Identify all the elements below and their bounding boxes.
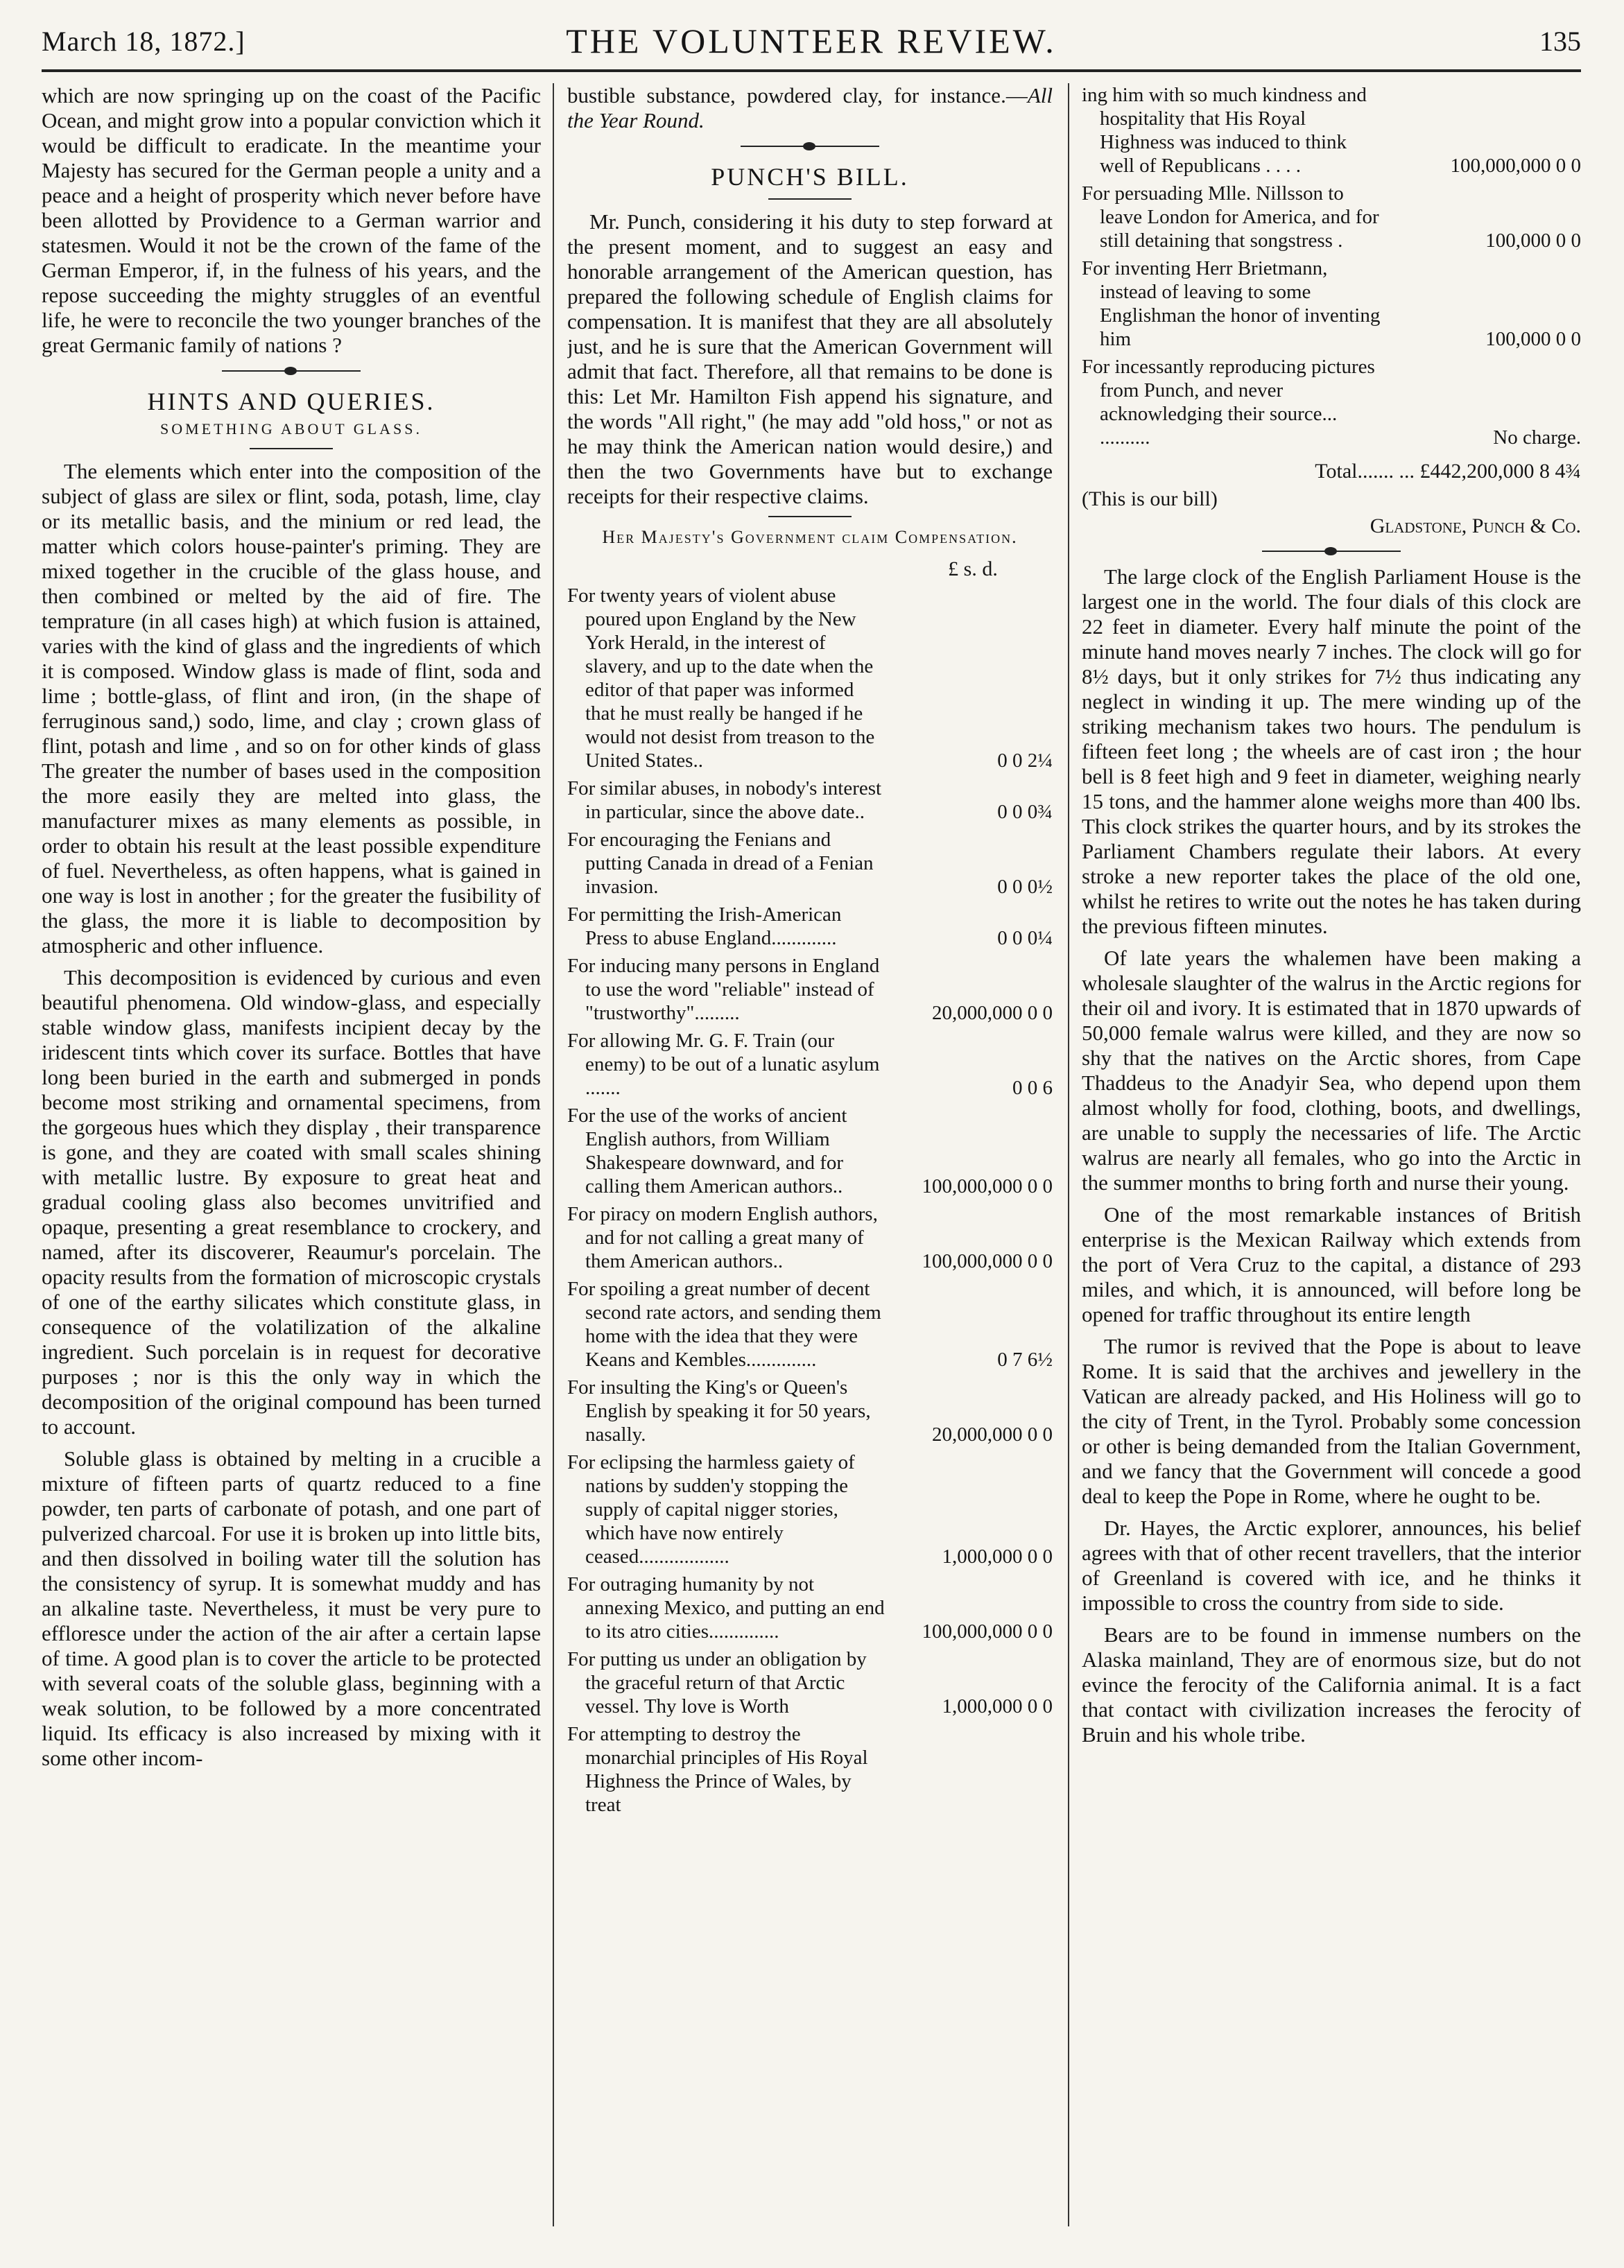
column-rule — [1068, 83, 1069, 2226]
paragraph: One of the most remarkable instances of British enterprise is the Mexican Railway which extends from the port of Vera Cruz to the capital, a distance of 293 miles, and which, it is announced, will before long be opened for traffic throughout its entire length — [1082, 1202, 1581, 1326]
paragraph: Bears are to be found in immense numbers on the Alaska mainland, They are of enormous size, but do not evince the ferocity of the California animal. It is a fact that contact with civilization increases the ferocity of Bruin and his whole tribe. — [1082, 1622, 1581, 1747]
article-continuation: bustible substance, powdered clay, for instance.—All the Year Round. — [567, 83, 1053, 132]
claim-amount: 0 0 2¼ — [997, 750, 1053, 772]
claim-description: For incessantly reproducing pictures from Punch, and never acknowledging their source... .......... — [1082, 356, 1375, 449]
paragraph: The rumor is revived that the Pope is about to leave Rome. It is said that the archives and jewellery in the Vatican are already packed, and His Holiness will go to the city of Trent, in the Tyrol. Probably some concession or other is being demanded from the Italian Government, and we fancy that the Government will concede a good deal to keep the Pope in Rome, where he ought to be. — [1082, 1334, 1581, 1508]
claim-description: For allowing Mr. G. F. Train (our enemy) to be out of a lunatic asylum ....... — [567, 1030, 880, 1099]
paragraph: Mr. Punch, considering it his duty to step forward at the present moment, and to suggest an easy and honorable arrangement of the American question, has prepared the following schedule of English claims for compensation. It is manifest that they are all absolutely just, and he is sure that the American Government will admit that fact. Therefore, all that remains to be done is this: Let Mr. Hamilton Fish append his signature, and the words "All right," (he may add "old hoss," or not as he may think the American nation would desire,) and then the two Governments have but to exchange receipts for their respective claims. — [567, 209, 1053, 508]
paragraph: Dr. Hayes, the Arctic explorer, announces, his belief agrees with that of other recent travellers, that the interior of Greenland is covered with ice, and he thinks it impossible to cross the country from side to side. — [1082, 1516, 1581, 1615]
claim-item — [567, 584, 1053, 772]
claim-item — [567, 1376, 1053, 1446]
claim-amount: 20,000,000 0 0 — [932, 1423, 1053, 1446]
column-3 — [1082, 83, 1581, 2240]
column-2 — [567, 83, 1053, 2240]
section-separator — [222, 370, 361, 372]
claim-amount: 20,000,000 0 0 — [932, 1002, 1053, 1024]
short-rule — [768, 198, 852, 200]
currency-header: £ s. d. — [948, 557, 998, 580]
claim-description: For persuading Mlle. Nillsson to leave London for America, and for still detaining that songstress . — [1082, 182, 1379, 252]
claim-item — [567, 954, 1053, 1025]
claim-amount: 100,000,000 0 0 — [922, 1620, 1053, 1643]
paragraph: The large clock of the English Parliament House is the largest one in the world. The four dials of this clock are 22 feet in diameter. Every half minute the point of the minute hand moves nearly 7 inches. The clock will go for 8½ days, but it only strikes for 7½ thus indicating any neglect in winding it up. The mere winding up of the striking mechanism takes two hours. The pendulum is fifteen feet long ; the wheels are of cast iron ; the hour bell is 8 feet high and 9 feet in diameter, weighing nearly 15 tons, and the hammer alone weighs more than 400 lbs. This clock strikes the quarter hours, and by its strokes the Parliament Chambers regulate their labors. At every stroke a new reporter takes the place of the old one, whilst he retires to write out the notes he has taken during the previous fifteen minutes. — [1082, 564, 1581, 938]
claim-description: For spoiling a great number of decent second rate actors, and sending them home with the idea that they were Keans and Kembles.............. — [567, 1278, 881, 1371]
claim-item — [1082, 182, 1581, 252]
article-continuation: which are now springing up on the coast of the Pacific Ocean, and might grow into a popular conviction which it would be difficult to eradicate. In the meantime your Majesty has secured for the German people a unity and a peace and a height of prosperity which never before have been allotted by Providence to a German warrior and statesmen. Would it not be the crown of the fame of the German Emperor, if, in the fulness of his years, and the repose succeeding the mighty struggles of an eventful life, he were to reconcile the two younger branches of the great Germanic family of nations ? — [42, 83, 541, 357]
claim-amount: 1,000,000 0 0 — [942, 1546, 1053, 1568]
claim-description: For attempting to destroy the monarchial principles of His Royal Highness the Prince of Wales, by treat — [567, 1723, 868, 1816]
claim-description: For inventing Herr Brietmann, instead of leaving to some Englishman the honor of inventing him — [1082, 257, 1381, 350]
claim-description: For similar abuses, in nobody's interest in particular, since the above date.. — [567, 777, 882, 823]
paragraph: This decomposition is evidenced by curious and even beautiful phenomena. Old window-glass, and especially stable window glass, manifests incipient decay by the iridescent tints which cover its surface. Bottles that have long been buried in the earth and submerged in ponds become most striking and ornamental specimens, from the gorgeous hues which they display , their transparence is gone, and they are coated with small scales shining with metallic lustre. By exposure to great heat and gradual cooling glass also becomes unvitrified and opaque, presenting a great resemblance to crockery, and named, after its discoverer, Reaumur's porcelain. The opacity results from the formation of microscopic crystals of one of the earthy silicates which constitute glass, in consequence of the volatilization of the alkaline ingredient. Such porcelain is in request for decorative purposes ; nor is this the only way in which the decomposition of the original compound has been turned to account. — [42, 965, 541, 1439]
claim-item — [567, 1722, 1053, 1817]
issue-date: March 18, 1872.] — [42, 26, 245, 57]
table-title: Her Majesty's Government claim Compensation. — [602, 527, 1018, 547]
claim-item — [1082, 355, 1581, 449]
claim-amount: 100,000 0 0 — [1485, 230, 1581, 252]
section-title: PUNCH'S BILL. — [711, 163, 909, 191]
masthead — [42, 21, 1581, 72]
claim-item — [1082, 257, 1581, 351]
claim-item — [567, 1277, 1053, 1371]
signature: Gladstone, Punch & Co. — [1370, 514, 1581, 537]
claim-description: For eclipsing the harmless gaiety of nations by sudden'y stopping the supply of capital nigger stories, which have now entirely ceased.................. — [567, 1451, 855, 1568]
claim-item — [567, 1029, 1053, 1100]
page-number: 135 — [1539, 26, 1581, 57]
claim-amount: 100,000,000 0 0 — [1450, 155, 1581, 177]
short-rule — [768, 516, 852, 517]
paragraph: The elements which enter into the composition of the subject of glass are silex or flint, soda, potash, lime, clay or its metallic basis, and the minium or red lead, the matter which colors house-painter's priming. They are mixed together in the crucible of the glass house, and then combined or melted by the aid of fire. The temprature (in all cases high) at which fusion is attained, varies with the kind of glass and the ingredients of which it is composed. Window glass is made of flint, soda and lime ; bottle-glass, of flint and iron, (in the shape of ferruginous sand,) sodo, lime, and clay ; crown glass of flint, potash and lime , and so on for other kinds of glass The greater the number of bases used in the composition the more easily they are melted into glass, the manufacturer mixes as many elements as possible, in order to obtain his result at the least possible expenditure of fuel. Nevertheless, as often happens, what is gained in one way is lost in another ; for the greater the fusibility of the glass, the more it is liable to decomposition by atmospheric and other influence. — [42, 459, 541, 958]
claim-amount: 0 0 0½ — [997, 876, 1053, 898]
claim-description: For the use of the works of ancient English authors, from William Shakespeare downward, and for calling them American authors.. — [567, 1105, 847, 1197]
claim-description: ing him with so much kindness and hospitality that His Royal Highness was induced to think well of Republicans . . . . — [1082, 84, 1367, 177]
claim-amount: No charge. — [1493, 426, 1581, 449]
claims-list — [567, 584, 1053, 1817]
column-rule — [553, 83, 554, 2226]
claim-description: For putting us under an obligation by the graceful return of that Arctic vessel. Thy love is Worth — [567, 1648, 867, 1717]
claim-amount: 100,000 0 0 — [1485, 328, 1581, 350]
claim-amount: 100,000,000 0 0 — [922, 1175, 1053, 1197]
claim-amount: 100,000,000 0 0 — [922, 1250, 1053, 1272]
source-credit: All the Year Round. — [567, 83, 1053, 132]
section-subtitle: SOMETHING ABOUT GLASS. — [160, 420, 422, 438]
section-title: HINTS AND QUERIES. — [147, 388, 435, 415]
claims-list-continued — [1082, 83, 1581, 449]
claim-item — [567, 1451, 1053, 1568]
column-1 — [42, 83, 541, 2240]
claim-item — [567, 777, 1053, 824]
claim-item — [1082, 83, 1581, 178]
claim-item — [567, 1573, 1053, 1643]
claim-amount: 0 0 6 — [1012, 1077, 1053, 1099]
claim-description: For encouraging the Fenians and putting Canada in dread of a Fenian invasion. — [567, 829, 874, 898]
claim-description: For outraging humanity by not annexing Mexico, and putting an end to its atro cities.............. — [567, 1573, 885, 1643]
claim-item — [567, 1104, 1053, 1198]
claim-amount: 1,000,000 0 0 — [942, 1695, 1053, 1717]
claim-description: For insulting the King's or Queen's English by speaking it for 50 years, nasally. — [567, 1376, 871, 1446]
paragraph: Soluble glass is obtained by melting in a crucible a mixture of fifteen parts of quartz reduced to a fine powder, ten parts of carbonate of potash, and one part of pulverized charcoal. For use it is broken up into little bits, and then dissolved in boiling water till the solution has the consistency of syrup. It is somewhat muddy and has an alkaline taste. Nevertheless, it must be very pure to effloresce under the action of the air after a certain lapse of time. A good plan is to cover the article to be protected with several coats of the soluble glass, beginning with a weak solution, to be followed by a more concentrated liquid. Its efficacy is also increased by mixing with it some other incom- — [42, 1446, 541, 1770]
claim-description: For piracy on modern English authors, and for not calling a great many of them American authors.. — [567, 1203, 878, 1272]
claim-item — [567, 1647, 1053, 1718]
claim-amount: 0 7 6½ — [997, 1349, 1053, 1371]
newspaper-title: THE VOLUNTEER REVIEW. — [566, 21, 1057, 60]
claim-item — [567, 903, 1053, 950]
claim-description: For permitting the Irish-American Press to abuse England............. — [567, 903, 842, 949]
claim-amount: 0 0 0¾ — [997, 801, 1053, 823]
claims-total: Total....... ... £442,200,000 8 4¾ — [1315, 460, 1581, 483]
paragraph: Of late years the whalemen have been making a wholesale slaughter of the walrus in the Arctic regions for their oil and ivory. It is estimated that in 1870 upwards of 50,000 female walrus were killed, and they are now so shy that the natives on the Arctic shores, from Cape Thaddeus to the Anadyir Sea, who depend upon them almost wholly for food, clothing, boots, and dwellings, are unable to supply the necessaries of life. The Arctic walrus are nearly all females, who go into the Arctic in the summer months to bring forth and nurse their young. — [1082, 946, 1581, 1195]
claim-description: For twenty years of violent abuse poured upon England by the New York Herald, in the interest of slavery, and up to the date when the editor of that paper was informed that he must really be hanged if he would not desist from treason to the United States.. — [567, 585, 875, 772]
claim-description: For inducing many persons in England to use the word "reliable" instead of "trustworthy"......... — [567, 955, 880, 1024]
claim-item — [567, 1202, 1053, 1273]
section-separator — [741, 146, 879, 147]
claim-item — [567, 828, 1053, 899]
claim-amount: 0 0 0¼ — [997, 927, 1053, 949]
section-separator — [1262, 551, 1401, 552]
total-note: (This is our bill) — [1082, 487, 1218, 510]
short-rule — [250, 448, 333, 449]
